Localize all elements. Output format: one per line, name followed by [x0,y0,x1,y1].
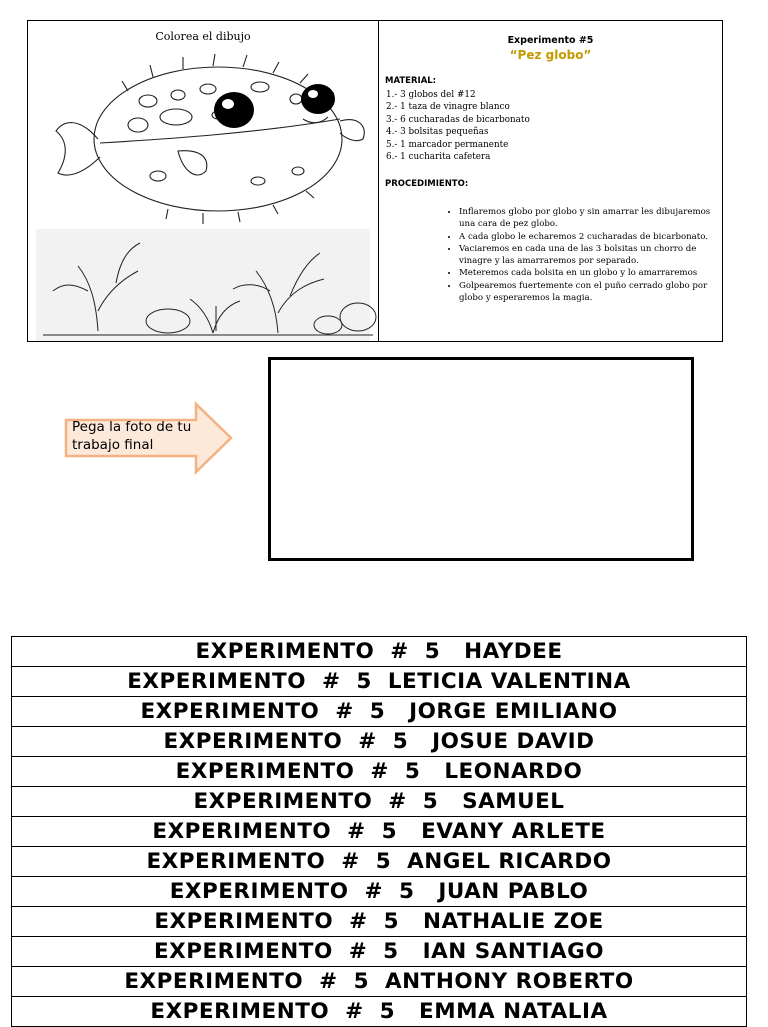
name-label: EXPERIMENTO # 5 IAN SANTIAGO [12,937,747,967]
table-row [12,757,747,787]
arrow-callout [64,402,234,474]
name-label: EXPERIMENTO # 5 JUAN PABLO [12,877,747,907]
table-row [12,727,747,757]
material-heading: MATERIAL: [385,76,437,86]
table-row [12,817,747,847]
table-row [12,787,747,817]
table-row [12,667,747,697]
procedure-heading: PROCEDIMIENTO: [385,178,469,189]
table-row [12,637,747,667]
table-row [12,697,747,727]
material-item: 6.- 1 cucharita cafetera [386,152,491,162]
table-row [12,967,747,997]
arrow-label: Pega la foto de tu trabajo final [72,419,192,453]
material-item: 2.- 1 taza de vinagre blanco [386,102,510,112]
table-row [12,847,747,877]
fish-eye-left [214,92,254,128]
name-label: EXPERIMENTO # 5 NATHALIE ZOE [12,907,747,937]
name-label: EXPERIMENTO # 5 SAMUEL [12,787,747,817]
fish-eye-right [301,84,335,114]
table-row [12,997,747,1027]
procedure-list [385,206,716,304]
procedure-step: • Golpearemos fuertemente con el puño cerrado globo por globo y esperaremos la magia. [459,280,716,305]
procedure-step: • Meteremos cada bolsita en un globo y lo amarraremos [459,267,716,279]
procedure-step: • Inflaremos globo por globo y sin amarrar les dibujaremos una cara de pez globo. [459,206,716,231]
coloring-title: Colorea el dibujo [155,30,251,43]
name-label: EXPERIMENTO # 5 ANTHONY ROBERTO [12,967,747,997]
name-label: EXPERIMENTO # 5 LEONARDO [12,757,747,787]
photo-placeholder[interactable] [268,357,694,561]
name-label: EXPERIMENTO # 5 ANGEL RICARDO [12,847,747,877]
experiment-subtitle: “Pez globo” [509,47,592,62]
material-item: 3.- 6 cucharadas de bicarbonato [386,114,530,125]
name-label: EXPERIMENTO # 5 EVANY ARLETE [12,817,747,847]
name-label: EXPERIMENTO # 5 HAYDEE [12,637,747,667]
material-item: 1.- 3 globos del #12 [386,89,476,100]
instructions-panel [379,21,722,341]
table-row [12,877,747,907]
name-label: EXPERIMENTO # 5 JORGE EMILIANO [12,697,747,727]
name-label: EXPERIMENTO # 5 JOSUE DAVID [12,727,747,757]
experiment-title: Experimento #5 [507,35,594,46]
name-label: EXPERIMENTO # 5 LETICIA VALENTINA [12,667,747,697]
pufferfish-coral-illustration [28,21,378,341]
material-item: 4.- 3 bolsitas pequeñas [386,127,489,137]
procedure-step: • Vaciaremos en cada una de las 3 bolsitas un chorro de vinagre y las amarraremos por separado. [459,243,716,268]
name-labels-table [11,636,747,1027]
worksheet-box [27,20,723,342]
name-label: EXPERIMENTO # 5 EMMA NATALIA [12,997,747,1027]
procedure-step: • A cada globo le echaremos 2 cucharadas de bicarbonato. [459,231,716,243]
coloring-panel [28,21,379,341]
material-list [385,89,716,164]
table-row [12,937,747,967]
material-item: 5.- 1 marcador permanente [386,139,509,150]
table-row [12,907,747,937]
